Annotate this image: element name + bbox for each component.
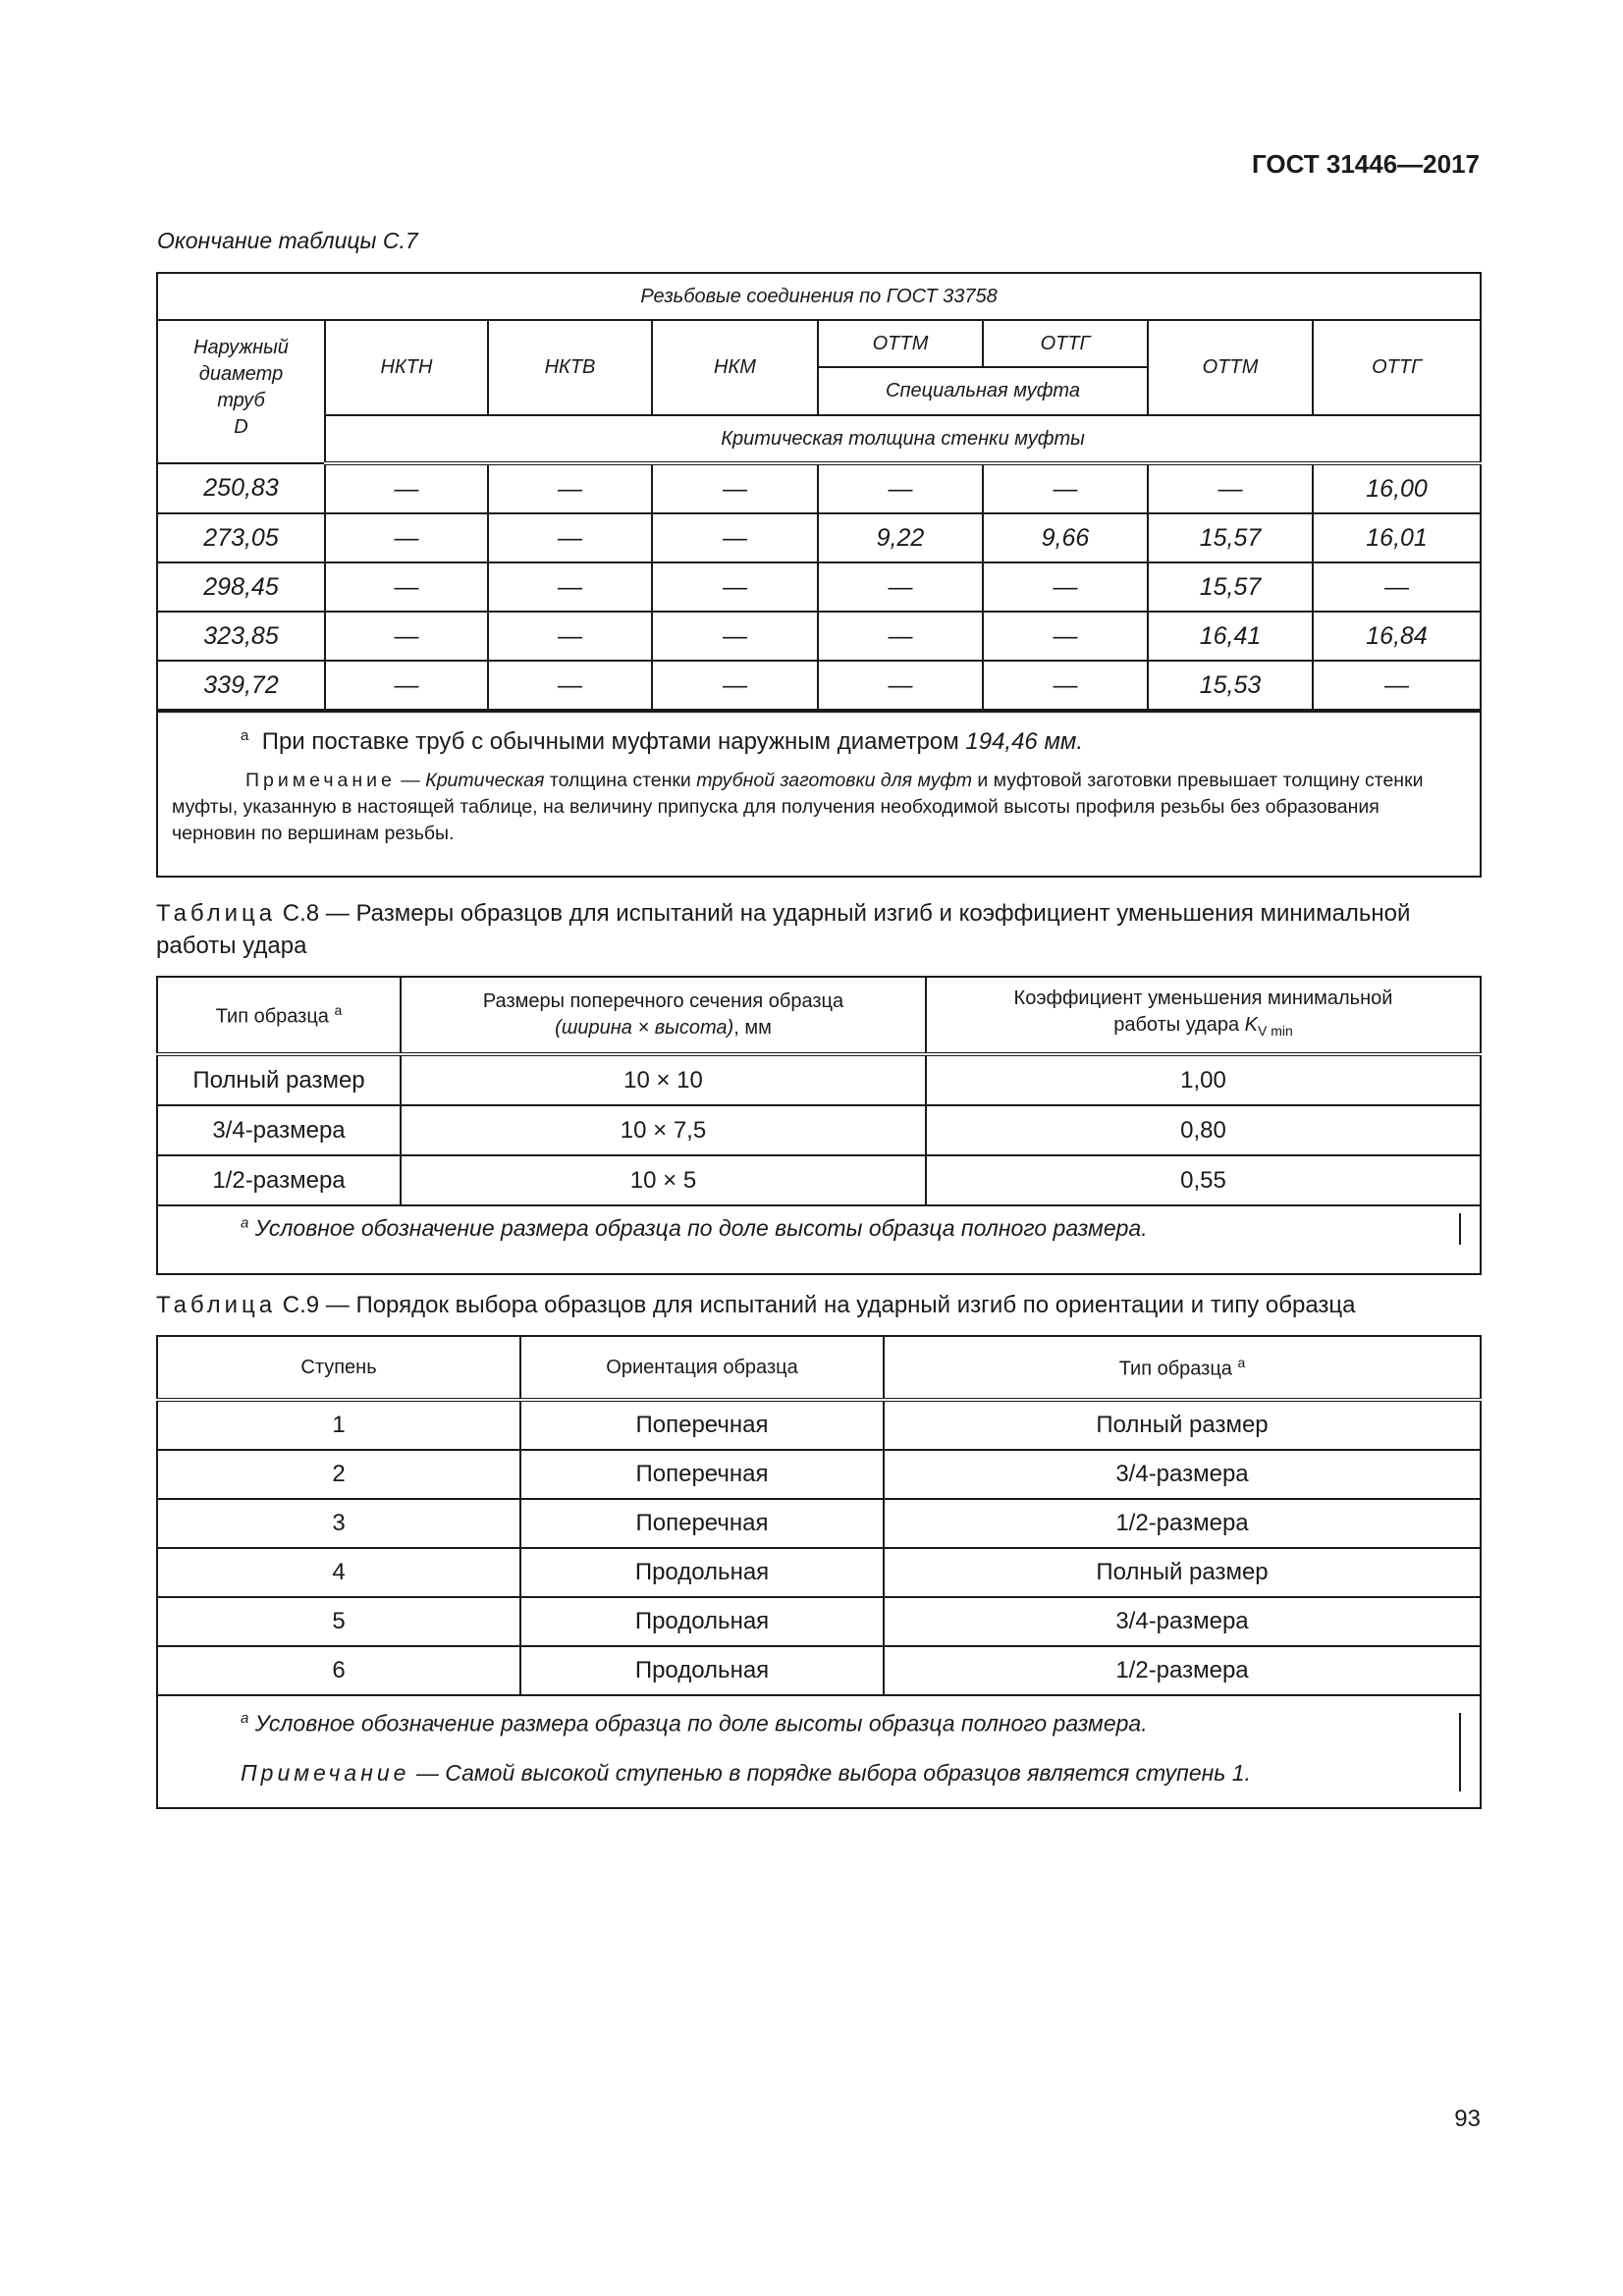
table-c7 <box>156 272 1482 878</box>
table-c8-title: Таблица С.8 — Размеры образцов для испытаний на ударный изгиб и коэффициент уменьшения минимальной работы удара <box>156 900 1411 959</box>
table-row: 1 Поперечная Полный размер <box>157 1400 1481 1450</box>
table-c7-notes <box>157 711 1481 877</box>
col-ottm-special: ОТТМ <box>818 320 983 367</box>
table-row: 339,72 — — — — — 15,53 — <box>157 661 1481 711</box>
page-number: 93 <box>1454 2106 1481 2132</box>
col-ottg: ОТТГ <box>1313 320 1481 415</box>
table-row: 1/2-размера 10 × 5 0,55 <box>157 1155 1481 1205</box>
table-row: 298,45 — — — — — 15,57 — <box>157 562 1481 612</box>
margin-change-bar <box>1459 1213 1461 1245</box>
col-orientation: Ориентация образца <box>520 1336 884 1400</box>
table-row: 273,05 — — — 9,22 9,66 15,57 16,01 <box>157 513 1481 562</box>
table-c7-row-header: Наружный диаметр труб D <box>157 320 325 463</box>
document-header: ГОСТ 31446—2017 <box>1252 149 1480 179</box>
critical-thickness-header: Критическая толщина стенки муфты <box>325 415 1481 463</box>
table-c9-notes <box>157 1695 1481 1808</box>
table-c7-note: Примечание — Критическая толщина стенки трубной заготовки для муфт и муфтовой заготовки превышает толщину стенки муфты, указанную в настоящей таблице, на величину припуска для получения необходимой высоты профиля резьбы без образования черновин по вершинам резьбы. <box>172 770 1424 844</box>
margin-change-bar <box>1459 1713 1461 1791</box>
table-row: 5 Продольная 3/4-размера <box>157 1597 1481 1646</box>
col-ottm: ОТТМ <box>1148 320 1313 415</box>
table-c7-group-header: Резьбовые соединения по ГОСТ 33758 <box>157 273 1481 320</box>
table-row: 4 Продольная Полный размер <box>157 1548 1481 1597</box>
col-sample-type: Тип образца $^а$ <box>157 977 401 1054</box>
col-nktv: НКТВ <box>488 320 652 415</box>
special-coupling-header: Специальная муфта <box>818 367 1148 415</box>
table-row: 2 Поперечная 3/4-размера <box>157 1450 1481 1499</box>
table-row: 6 Продольная 1/2-размера <box>157 1646 1481 1695</box>
col-nktn: НКТН <box>325 320 488 415</box>
table-c7-caption: Окончание таблицы С.7 <box>157 228 418 253</box>
table-c9-note: Примечание — Самой высокой ступенью в порядке выбора образцов является ступень 1. <box>241 1759 1251 1786</box>
table-c7-footnote: $^а$ При поставке труб с обычными муфтами наружным диаметром 194,46 мм. <box>241 727 1084 755</box>
table-c8-footnote: $^а$ Условное обозначение размера образца по доле высоты образца полного размера. <box>157 1205 1481 1274</box>
table-c8 <box>156 976 1482 1275</box>
table-row: 3/4-размера 10 × 7,5 0,80 <box>157 1105 1481 1155</box>
col-step: Ступень <box>157 1336 520 1400</box>
col-cross-section: Размеры поперечного сечения образца (ширина × высота), мм <box>401 977 926 1054</box>
table-c9 <box>156 1335 1482 1809</box>
table-row: Полный размер 10 × 10 1,00 <box>157 1054 1481 1105</box>
table-row: 250,83 — — — — — — 16,00 <box>157 463 1481 513</box>
table-c9-title: Таблица С.9 — Порядок выбора образцов для испытаний на ударный изгиб по ориентации и типу образца <box>156 1292 1356 1318</box>
table-row: 323,85 — — — — — 16,41 16,84 <box>157 612 1481 661</box>
col-sample-type: Тип образца $^а$ <box>884 1336 1481 1400</box>
col-reduction-factor: Коэффициент уменьшения минимальной работы удара $K_{V min}$ <box>926 977 1481 1054</box>
col-ottg-special: ОТТГ <box>983 320 1148 367</box>
col-nkm: НКМ <box>652 320 818 415</box>
table-row: 3 Поперечная 1/2-размера <box>157 1499 1481 1548</box>
table-c9-footnote: $^а$ Условное обозначение размера образца по доле высоты образца полного размера. <box>241 1710 1148 1736</box>
